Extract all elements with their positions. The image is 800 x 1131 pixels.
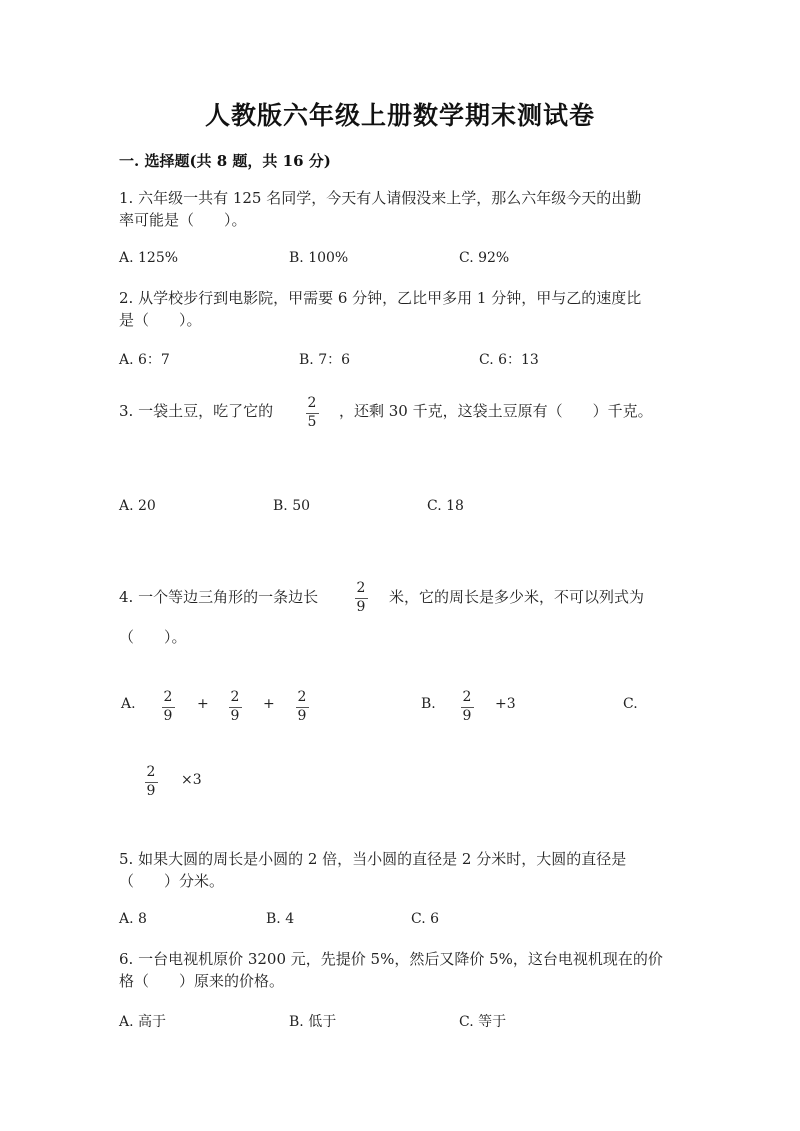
question-1-option-a[interactable]: A. 125% xyxy=(119,250,179,266)
option-b-suffix: +3 xyxy=(495,696,516,712)
question-3-fraction xyxy=(304,396,320,430)
fraction-numerator: 2 xyxy=(307,395,317,411)
question-2-option-c[interactable]: C. 6：13 xyxy=(479,352,539,368)
question-1-line-1: 1. 六年级一共有 125 名同学，今天有人请假没来上学，那么六年级今天的出勤 xyxy=(119,189,642,207)
fraction-denominator: 5 xyxy=(307,414,317,430)
question-5-option-b[interactable]: B. 4 xyxy=(266,911,295,927)
question-5-line-2: （ ）分米。 xyxy=(119,872,225,890)
option-b-label: B. xyxy=(421,696,436,712)
question-3-option-c[interactable]: C. 18 xyxy=(427,498,464,514)
question-5-option-c[interactable]: C. 6 xyxy=(411,911,440,927)
option-c-suffix: ×3 xyxy=(181,772,202,788)
option-a-plus-1: + xyxy=(197,696,209,712)
fraction-denominator: 9 xyxy=(356,599,366,615)
question-5-line-1: 5. 如果大圆的周长是小圆的 2 倍，当小圆的直径是 2 分米时，大圆的直径是 xyxy=(119,850,627,868)
option-a-plus-2: + xyxy=(263,696,275,712)
question-5-option-a[interactable]: A. 8 xyxy=(119,911,147,927)
question-1-line-2: 率可能是（ ）。 xyxy=(119,211,247,229)
question-6-line-1: 6. 一台电视机原价 3200 元，先提价 5%，然后又降价 5%，这台电视机现在的价 xyxy=(119,950,663,968)
option-a-label: A. xyxy=(121,696,136,712)
question-2-option-a[interactable]: A. 6：7 xyxy=(119,352,170,368)
option-c-label: C. xyxy=(623,696,638,712)
question-3-text-start: 3. 一袋土豆，吃了它的 xyxy=(119,402,274,420)
question-6-option-b[interactable]: B. 低于 xyxy=(289,1014,337,1030)
question-3-text-end: ，还剩 30 千克，这袋土豆原有（ ）千克。 xyxy=(339,402,653,420)
option-a-fraction-2: 2 9 xyxy=(227,690,243,724)
option-a-fraction-3: 2 9 xyxy=(294,690,310,724)
question-6-option-a[interactable]: A. 高于 xyxy=(119,1014,167,1030)
option-a-fraction-1: 2 9 xyxy=(160,690,176,724)
question-1-option-b[interactable]: B. 100% xyxy=(289,250,349,266)
question-4-text-end: 米，它的周长是多少米，不可以列式为 xyxy=(389,588,645,606)
page-title: 人教版六年级上册数学期末测试卷 xyxy=(204,101,595,130)
question-1-option-c[interactable]: C. 92% xyxy=(459,250,510,266)
question-6-option-c[interactable]: C. 等于 xyxy=(459,1014,507,1030)
option-b-fraction: 2 9 xyxy=(459,690,475,724)
question-2-line-2: 是（ ）。 xyxy=(119,311,202,329)
question-3-option-a[interactable]: A. 20 xyxy=(119,498,156,514)
section-heading: 一. 选择题(共 8 题，共 16 分) xyxy=(119,152,331,170)
question-4-fraction xyxy=(353,581,369,615)
option-c-fraction: 2 9 xyxy=(143,765,159,799)
question-4-text-start: 4. 一个等边三角形的一条边长 xyxy=(119,588,319,606)
question-3-option-b[interactable]: B. 50 xyxy=(273,498,311,514)
question-6-line-2: 格（ ）原来的价格。 xyxy=(119,972,285,990)
question-2-option-b[interactable]: B. 7：6 xyxy=(299,352,351,368)
fraction-numerator: 2 xyxy=(356,580,366,596)
question-2-line-1: 2. 从学校步行到电影院，甲需要 6 分钟，乙比甲多用 1 分钟，甲与乙的速度比 xyxy=(119,289,642,307)
question-4-line-2: （ ）。 xyxy=(119,628,187,646)
